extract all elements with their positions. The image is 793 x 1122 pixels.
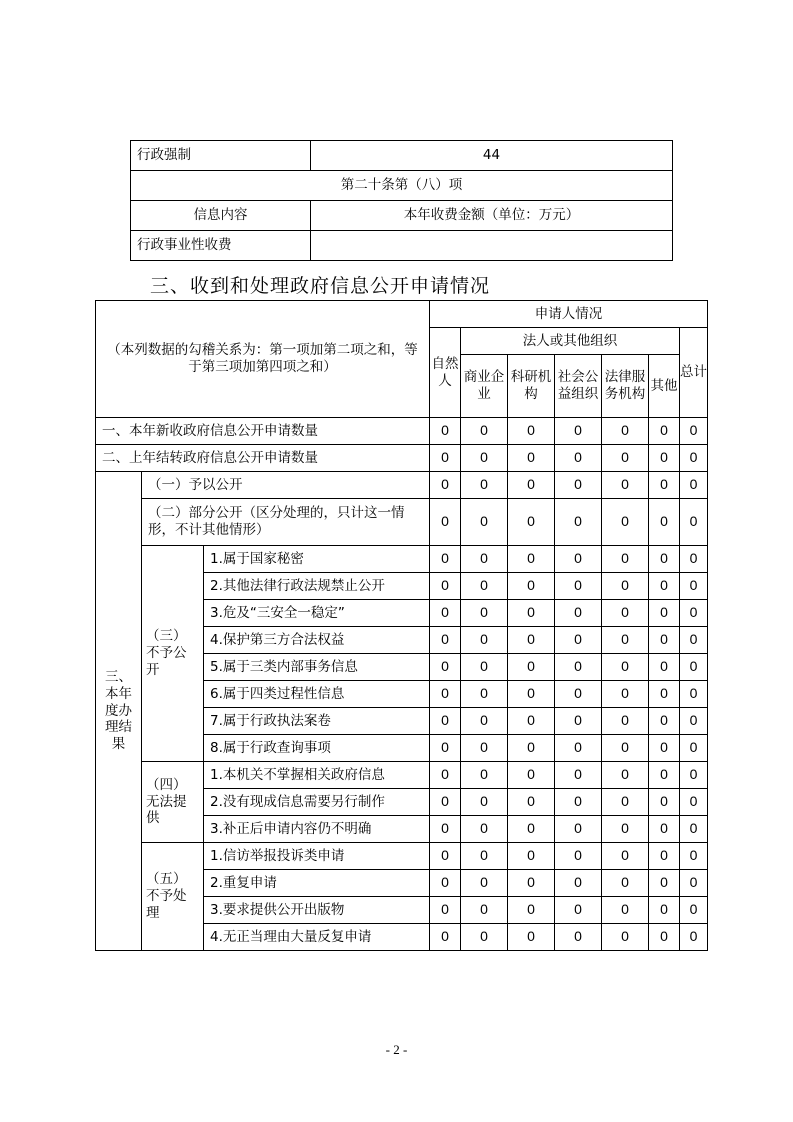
- cell-value: 0: [430, 600, 461, 627]
- fee-label: 行政事业性收费: [131, 231, 311, 261]
- cell-value: 0: [430, 627, 461, 654]
- cell-value: 0: [461, 735, 508, 762]
- row-label: 3.要求提供公开出版物: [204, 897, 430, 924]
- table-row: [96, 843, 708, 870]
- col-business: 商业企业: [461, 355, 508, 418]
- cell-value: 0: [461, 499, 508, 546]
- cell-value: 0: [555, 546, 602, 573]
- cell-value: 0: [649, 816, 680, 843]
- cell-value: 0: [508, 681, 555, 708]
- cell-value: 0: [602, 789, 649, 816]
- fee-value: 44: [311, 141, 673, 171]
- cell-value: 0: [508, 789, 555, 816]
- cell-value: 0: [680, 627, 708, 654]
- cell-value: 0: [461, 816, 508, 843]
- cell-value: 0: [602, 445, 649, 472]
- cell-value: 0: [430, 843, 461, 870]
- cell-value: 0: [602, 600, 649, 627]
- row-label: 1.本机关不掌握相关政府信息: [204, 762, 430, 789]
- table-row: [96, 499, 708, 546]
- cell-value: 0: [430, 681, 461, 708]
- cell-value: 0: [555, 843, 602, 870]
- cell-value: 0: [680, 735, 708, 762]
- cell-value: 0: [649, 735, 680, 762]
- cell-value: 0: [508, 762, 555, 789]
- cell-value: 0: [430, 499, 461, 546]
- col-social: 社会公益组织: [555, 355, 602, 418]
- cell-value: 0: [649, 681, 680, 708]
- cell-value: 0: [555, 627, 602, 654]
- cell-value: 0: [680, 546, 708, 573]
- cell-value: 0: [508, 870, 555, 897]
- cell-value: 0: [649, 843, 680, 870]
- cell-value: 0: [555, 681, 602, 708]
- cell-value: 0: [680, 472, 708, 499]
- cell-value: 0: [430, 762, 461, 789]
- cell-value: 0: [680, 789, 708, 816]
- cell-value: 0: [508, 843, 555, 870]
- cell-value: 0: [508, 708, 555, 735]
- cell-value: 0: [602, 843, 649, 870]
- cell-value: 0: [680, 924, 708, 951]
- cell-value: 0: [602, 897, 649, 924]
- table-note: （本列数据的勾稽关系为：第一项加第二项之和，等于第三项加第四项之和）: [96, 301, 430, 418]
- cell-value: 0: [555, 924, 602, 951]
- row-label: 一、本年新收政府信息公开申请数量: [96, 418, 430, 445]
- cell-value: 0: [680, 573, 708, 600]
- cell-value: 0: [430, 816, 461, 843]
- cell-value: 0: [461, 789, 508, 816]
- cell-value: 0: [555, 870, 602, 897]
- row-label: 二、上年结转政府信息公开申请数量: [96, 445, 430, 472]
- cell-value: 0: [461, 762, 508, 789]
- cell-value: 0: [602, 708, 649, 735]
- row-label: （二）部分公开（区分处理的，只计这一情形，不计其他情形）: [142, 499, 430, 546]
- cell-value: 0: [461, 600, 508, 627]
- cell-value: 0: [430, 445, 461, 472]
- row-label: 2.重复申请: [204, 870, 430, 897]
- cell-value: 0: [602, 762, 649, 789]
- cell-value: 0: [461, 472, 508, 499]
- cell-value: 0: [461, 654, 508, 681]
- cell-value: 0: [649, 654, 680, 681]
- table-row: [96, 472, 708, 499]
- row-label: 2.其他法律行政法规禁止公开: [204, 573, 430, 600]
- cell-value: 0: [602, 472, 649, 499]
- cell-value: 0: [649, 762, 680, 789]
- row-label: 1.属于国家秘密: [204, 546, 430, 573]
- cell-value: 0: [430, 573, 461, 600]
- fee-article-title: 第二十条第（八）项: [131, 171, 673, 201]
- cell-value: 0: [508, 897, 555, 924]
- table-row: [96, 445, 708, 472]
- cell-value: 0: [602, 627, 649, 654]
- row-label: 3.补正后申请内容仍不明确: [204, 816, 430, 843]
- cell-value: 0: [430, 546, 461, 573]
- cell-value: 0: [680, 762, 708, 789]
- row-label: 7.属于行政执法案卷: [204, 708, 430, 735]
- cell-value: 0: [680, 418, 708, 445]
- cell-value: 0: [602, 418, 649, 445]
- cell-value: 0: [555, 418, 602, 445]
- cell-value: 0: [461, 708, 508, 735]
- cell-value: 0: [461, 843, 508, 870]
- cell-value: 0: [508, 472, 555, 499]
- cell-value: 0: [602, 924, 649, 951]
- fee-header-content: 信息内容: [131, 201, 311, 231]
- cell-value: 0: [680, 681, 708, 708]
- row-label: 2.没有现成信息需要另行制作: [204, 789, 430, 816]
- cell-value: 0: [680, 499, 708, 546]
- cell-value: 0: [430, 418, 461, 445]
- col-research: 科研机构: [508, 355, 555, 418]
- cell-value: 0: [508, 627, 555, 654]
- cell-value: 0: [680, 654, 708, 681]
- cell-value: 0: [555, 654, 602, 681]
- cell-value: 0: [680, 843, 708, 870]
- cell-value: 0: [430, 708, 461, 735]
- cell-value: 0: [508, 816, 555, 843]
- cell-value: 0: [602, 546, 649, 573]
- cell-value: 0: [602, 816, 649, 843]
- row-label: 8.属于行政查询事项: [204, 735, 430, 762]
- group-label-cannot-provide: （四）无法提供: [142, 762, 204, 843]
- fee-row-article: [131, 171, 673, 201]
- cell-value: 0: [680, 870, 708, 897]
- cell-value: 0: [649, 472, 680, 499]
- cell-value: 0: [430, 654, 461, 681]
- fee-value: [311, 231, 673, 261]
- cell-value: 0: [649, 924, 680, 951]
- cell-value: 0: [430, 472, 461, 499]
- cell-value: 0: [649, 445, 680, 472]
- result-group-label: 三、本年度办理结果: [96, 472, 142, 951]
- cell-value: 0: [555, 499, 602, 546]
- group-label-no-process: （五）不予处理: [142, 843, 204, 951]
- cell-value: 0: [461, 897, 508, 924]
- cell-value: 0: [680, 816, 708, 843]
- cell-value: 0: [602, 654, 649, 681]
- cell-value: 0: [461, 681, 508, 708]
- cell-value: 0: [649, 418, 680, 445]
- cell-value: 0: [555, 897, 602, 924]
- cell-value: 0: [508, 445, 555, 472]
- legal-org-header: 法人或其他组织: [461, 328, 680, 355]
- row-label: 6.属于四类过程性信息: [204, 681, 430, 708]
- cell-value: 0: [508, 924, 555, 951]
- fee-header-amount: 本年收费金额（单位：万元）: [311, 201, 673, 231]
- cell-value: 0: [602, 735, 649, 762]
- cell-value: 0: [680, 445, 708, 472]
- cell-value: 0: [649, 600, 680, 627]
- cell-value: 0: [508, 573, 555, 600]
- cell-value: 0: [555, 708, 602, 735]
- cell-value: 0: [555, 600, 602, 627]
- fee-label: 行政强制: [131, 141, 311, 171]
- cell-value: 0: [649, 573, 680, 600]
- cell-value: 0: [508, 499, 555, 546]
- cell-value: 0: [680, 600, 708, 627]
- cell-value: 0: [555, 735, 602, 762]
- cell-value: 0: [602, 870, 649, 897]
- cell-value: 0: [555, 816, 602, 843]
- cell-value: 0: [602, 573, 649, 600]
- cell-value: 0: [461, 445, 508, 472]
- application-table: [95, 300, 708, 951]
- cell-value: 0: [649, 789, 680, 816]
- cell-value: 0: [555, 445, 602, 472]
- cell-value: 0: [649, 627, 680, 654]
- cell-value: 0: [461, 418, 508, 445]
- cell-value: 0: [680, 897, 708, 924]
- row-label: 1.信访举报投诉类申请: [204, 843, 430, 870]
- row-label: （一）予以公开: [142, 472, 430, 499]
- cell-value: 0: [508, 600, 555, 627]
- cell-value: 0: [555, 789, 602, 816]
- table-row: [96, 762, 708, 789]
- cell-value: 0: [508, 735, 555, 762]
- fee-table: [130, 140, 673, 261]
- table-row: [96, 546, 708, 573]
- fee-row-admin: [131, 231, 673, 261]
- col-total: 总计: [680, 328, 708, 418]
- cell-value: 0: [508, 418, 555, 445]
- col-natural-person: 自然人: [430, 328, 461, 418]
- cell-value: 0: [461, 627, 508, 654]
- cell-value: 0: [649, 499, 680, 546]
- cell-value: 0: [508, 654, 555, 681]
- cell-value: 0: [430, 735, 461, 762]
- applicant-header: 申请人情况: [430, 301, 708, 328]
- cell-value: 0: [649, 546, 680, 573]
- header-row-1: [96, 301, 708, 328]
- cell-value: 0: [555, 472, 602, 499]
- cell-value: 0: [508, 546, 555, 573]
- cell-value: 0: [430, 897, 461, 924]
- section-title: 三、收到和处理政府信息公开申请情况: [150, 275, 491, 297]
- group-label-not-public: （三）不予公开: [142, 546, 204, 762]
- cell-value: 0: [461, 924, 508, 951]
- cell-value: 0: [602, 499, 649, 546]
- cell-value: 0: [555, 762, 602, 789]
- fee-row-header: [131, 201, 673, 231]
- cell-value: 0: [430, 924, 461, 951]
- row-label: 5.属于三类内部事务信息: [204, 654, 430, 681]
- table-row: [96, 418, 708, 445]
- cell-value: 0: [430, 789, 461, 816]
- cell-value: 0: [461, 546, 508, 573]
- row-label: 3.危及“三安全一稳定”: [204, 600, 430, 627]
- cell-value: 0: [602, 681, 649, 708]
- cell-value: 0: [649, 870, 680, 897]
- cell-value: 0: [680, 708, 708, 735]
- cell-value: 0: [555, 573, 602, 600]
- cell-value: 0: [649, 708, 680, 735]
- cell-value: 0: [649, 897, 680, 924]
- col-other: 其他: [649, 355, 680, 418]
- col-legal-service: 法律服务机构: [602, 355, 649, 418]
- fee-row-enforcement: [131, 141, 673, 171]
- cell-value: 0: [430, 870, 461, 897]
- row-label: 4.无正当理由大量反复申请: [204, 924, 430, 951]
- cell-value: 0: [461, 573, 508, 600]
- row-label: 4.保护第三方合法权益: [204, 627, 430, 654]
- cell-value: 0: [461, 870, 508, 897]
- page-number: - 2 -: [385, 1042, 408, 1057]
